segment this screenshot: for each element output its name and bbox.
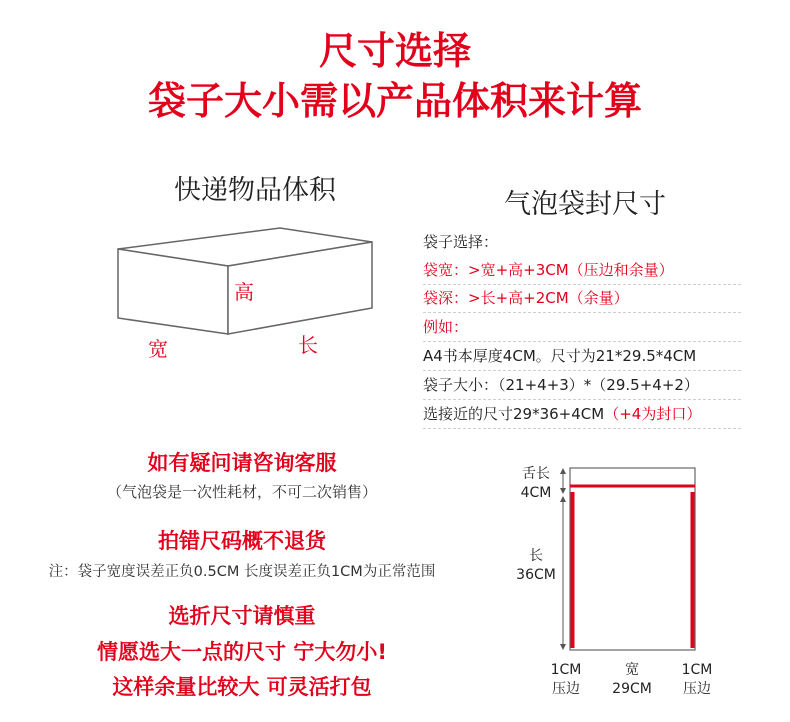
page-subtitle: 袋子大小需以产品体积来计算: [147, 79, 642, 123]
spec-line: 袋宽：>宽+高+3CM（压边和余量）: [423, 256, 741, 285]
service-note: （气泡袋是一次性耗材，不可二次销售）: [106, 483, 377, 501]
left-seam-label: 1CM 压边: [550, 662, 582, 697]
spec-line: 袋子大小：（21+4+3）*（29.5+4+2）: [423, 371, 741, 400]
box-length-label: 长: [298, 333, 318, 357]
no-return-notice: 拍错尺码概不退货: [158, 529, 326, 553]
page-title: 尺寸选择: [318, 29, 471, 73]
spec-line: 袋子选择：: [423, 233, 499, 251]
service-notice: 如有疑问请咨询客服: [147, 451, 337, 475]
bag-outline: [570, 468, 695, 650]
spec-line: 袋深：>长+高+2CM（余量）: [423, 284, 741, 313]
box-width-label: 宽: [148, 337, 168, 361]
spec-final-note: （+4为封口）: [604, 405, 702, 423]
box-height-label: 高: [234, 280, 254, 304]
spec-line-final: [423, 400, 741, 429]
arrowhead: [560, 644, 566, 650]
box-section-title: 快递物品体积: [174, 175, 336, 206]
flap-label: 舌长 4CM: [520, 466, 552, 501]
bag-section-title: 气泡袋封尺寸: [504, 189, 666, 220]
spec-final-text: 选接近的尺寸29*36+4CM: [423, 405, 605, 423]
spec-line: A4书本厚度4CM。尺寸为21*29.5*4CM: [423, 342, 741, 371]
tolerance-note: 注：袋子宽度误差正负0.5CM 长度误差正负1CM为正常范围: [48, 564, 436, 580]
careful-notice: 选折尺寸请慎重: [168, 604, 316, 628]
right-seam-label: 1CM 压边: [681, 662, 713, 697]
spec-line: 例如：: [423, 313, 741, 342]
bag-diagram: [555, 462, 705, 658]
advice-line-2: 这样余量比较大 可灵活打包: [112, 675, 372, 699]
length-label: 长 36CM: [516, 548, 556, 583]
width-label: 宽 29CM: [612, 662, 652, 697]
advice-line-1: 情愿选大一点的尺寸 宁大勿小!: [97, 640, 387, 664]
